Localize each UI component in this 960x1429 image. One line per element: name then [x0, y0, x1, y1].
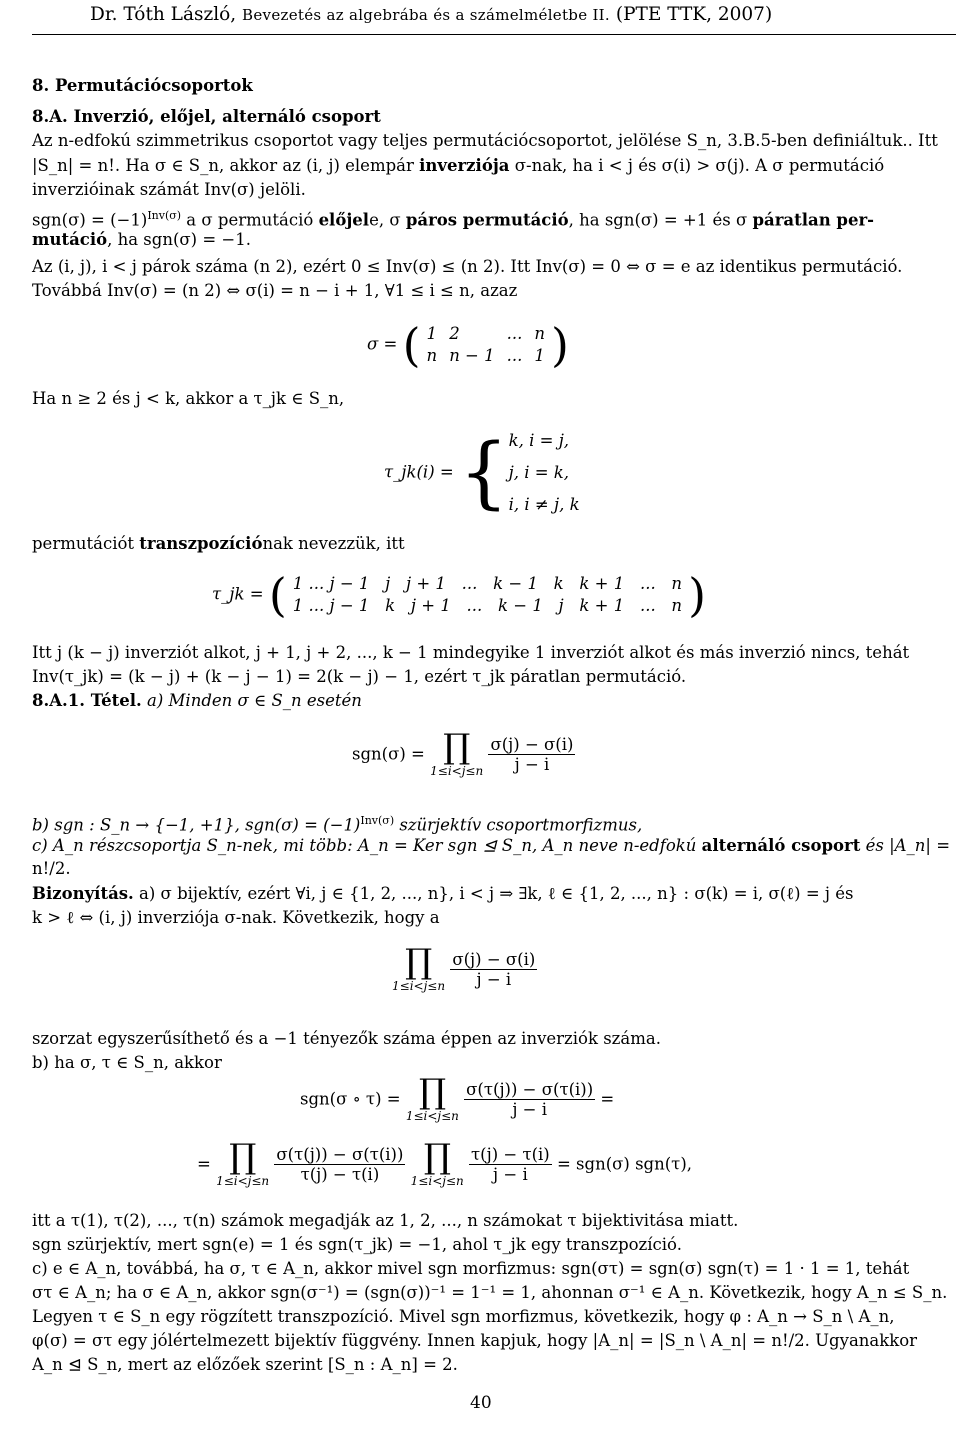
tau-cases-equation: τ_jk(i) = { k, i = j, j, i = k, i, i ≠ j, k	[384, 428, 580, 518]
text-line: Az n-edfokú szimmetrikus csoportot vagy teljes permutációcsoportot, jelölése S_n, 3.B.5-ben definiáltuk.. Itt	[32, 131, 938, 150]
header-rule	[32, 34, 956, 35]
text-line: Inv(τ_jk) = (k − j) + (k − j − 1) = 2(k − j) − 1, ezért τ_jk páratlan permutáció.	[32, 667, 687, 686]
section-title: 8. Permutációcsoportok	[32, 76, 253, 95]
header-title: Bevezetés az algebrába és a számelméletbe II.	[242, 6, 610, 24]
text-line: c) A_n részcsoportja S_n-nek, mi több: A_n = Ker sgn ⊴ S_n, A_n neve n-edfokú alternáló csoport és |A_n| =	[32, 836, 951, 855]
text-line: $sgn(\sigma) = (-1)^{Inv(\sigma)}$ a σ permutáció előjele, σ páros permutáció, ha sgn(σ) = +1 és σ páratlan per-	[32, 209, 875, 230]
text-line: b) sgn : S_n → {−1, +1}, $sgn(\sigma) = (-1)^{Inv(\sigma)}$ szürjektív csoportmorfizmus,	[32, 814, 643, 835]
sgn-split-formula: = ∏ 1≤i<j≤n $\frac{\sigma(\tau(j)) - \sigma(\tau(i))}{\tau(j) - \tau(i)}$ ∏ 1≤i<j≤n $\frac{\tau(j) - \tau(i)}{j - i}$ = sgn(σ) sgn(τ),	[197, 1137, 692, 1188]
text-line: φ(σ) = στ egy jólértelmezett bijektív függvény. Innen kapjuk, hogy |A_n| = |S_n \ A_n| = n!/2. Ugyanakkor	[32, 1331, 918, 1350]
product-formula: ∏ 1≤i<j≤n $\frac{\sigma(j) - \sigma(i)}{j - i}$	[392, 942, 536, 993]
text-line: b) ha σ, τ ∈ S_n, akkor	[32, 1053, 222, 1072]
text-line: permutációt transzpozíciónak nevezzük, itt	[32, 534, 405, 553]
text-line: Az (i, j), i < j párok száma (n 2), ezért 0 ≤ Inv(σ) ≤ (n 2). Itt Inv(σ) = 0 ⇔ σ = e az identikus permutáció.	[32, 257, 903, 276]
page-number: 40	[470, 1393, 492, 1413]
text-line: mutáció, ha sgn(σ) = −1.	[32, 230, 251, 249]
text-line: szorzat egyszerűsíthető és a −1 tényezők száma éppen az inverziók száma.	[32, 1029, 661, 1048]
document-page	[32, 0, 956, 1429]
subsection-title: 8.A. Inverzió, előjel, alternáló csoport	[32, 107, 381, 126]
running-header: Dr. Tóth László, Bevezetés az algebrába és a számelméletbe II. (PTE TTK, 2007)	[90, 4, 773, 25]
text-line: A_n ⊴ S_n, mert az előzőek szerint [S_n : A_n] = 2.	[32, 1355, 458, 1374]
proof-line: Bizonyítás. a) σ bijektív, ezért ∀i, j ∈ {1, 2, ..., n}, i < j ⇒ ∃k, ℓ ∈ {1, 2, ..., n} : σ(k) = i, σ(ℓ) = j és	[32, 884, 854, 903]
tau-matrix-equation: τ_jk = ( 1 ... j − 1 j j + 1 ... k − 1 k k + 1 ... n 1 ... j − 1 k j + 1 ... k − 1 j k + 1 ... n )	[212, 568, 707, 622]
theorem-line: 8.A.1. Tétel. a) Minden σ ∈ S_n esetén	[32, 691, 362, 710]
text-line: sgn szürjektív, mert sgn(e) = 1 és sgn(τ_jk) = −1, ahol τ_jk egy transzpozíció.	[32, 1235, 682, 1254]
text-line: στ ∈ A_n; ha σ ∈ A_n, akkor sgn(σ⁻¹) = (sgn(σ))⁻¹ = 1⁻¹ = 1, ahonnan σ⁻¹ ∈ A_n. Következik, hogy A_n ≤ S_n.	[32, 1283, 948, 1302]
text-line: |S_n| = n!. Ha σ ∈ S_n, akkor az (i, j) elempár inverziója σ-nak, ha i < j és σ(i) > σ(j). A σ permutáció	[32, 156, 885, 175]
text-line: Ha n ≥ 2 és j < k, akkor a τ_jk ∈ S_n,	[32, 389, 345, 408]
sgn-product-formula: sgn(σ) = ∏ 1≤i<j≤n $\frac{\sigma(j) - \sigma(i)}{j - i}$	[352, 727, 574, 778]
sigma-matrix-equation: σ = ( 1 2 ... n n n − 1 ... 1 )	[367, 318, 569, 372]
text-line: itt a τ(1), τ(2), ..., τ(n) számok megadják az 1, 2, ..., n számokat τ bijektivitása miatt.	[32, 1211, 739, 1230]
text-line: n!/2.	[32, 859, 71, 878]
text-line: Itt j (k − j) inverziót alkot, j + 1, j + 2, ..., k − 1 mindegyike 1 inverziót alkot és más inverzió nincs, tehát	[32, 643, 910, 662]
text-line: inverzióinak számát Inv(σ) jelöli.	[32, 180, 306, 199]
text-line: Legyen τ ∈ S_n egy rögzített transzpozíció. Mivel sgn morfizmus, következik, hogy φ : A_n → S_n \ A_n,	[32, 1307, 895, 1326]
sgn-composition-formula: sgn(σ ∘ τ) = ∏ 1≤i<j≤n $\frac{\sigma(\tau(j)) - \sigma(\tau(i))}{j - i}$ =	[300, 1072, 615, 1123]
text-line: Továbbá Inv(σ) = (n 2) ⇔ σ(i) = n − i + 1, ∀1 ≤ i ≤ n, azaz	[32, 281, 518, 300]
text-line: c) e ∈ A_n, továbbá, ha σ, τ ∈ A_n, akkor mivel sgn morfizmus: sgn(στ) = sgn(σ) sgn(τ) = 1 · 1 = 1, tehát	[32, 1259, 910, 1278]
text-line: k > ℓ ⇔ (i, j) inverziója σ-nak. Következik, hogy a	[32, 908, 440, 927]
